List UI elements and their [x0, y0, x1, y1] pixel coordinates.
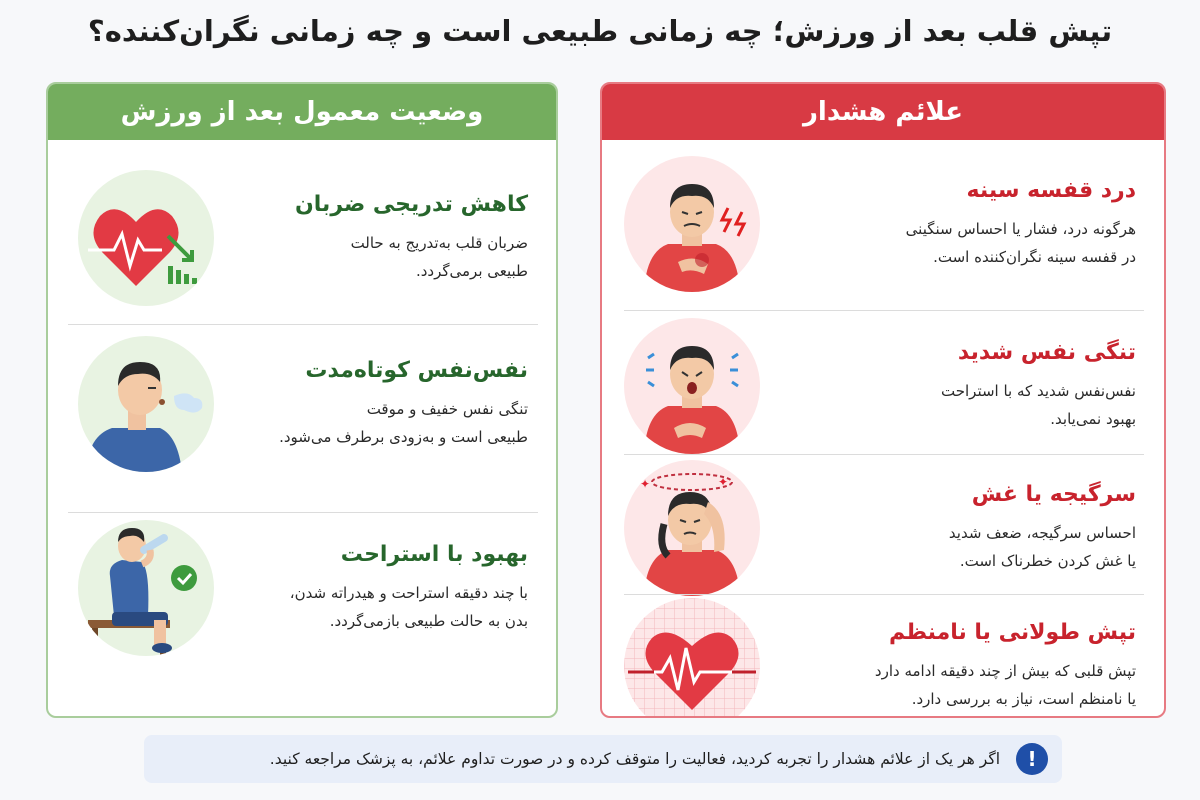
svg-text:✦: ✦	[717, 475, 728, 489]
resting-drinking-person-icon	[78, 520, 214, 656]
warning-item-irregular	[624, 598, 1144, 718]
normal-item-desc: تنگی نفس خفیف و موقت	[366, 399, 528, 418]
irregular-heartbeat-icon	[624, 598, 760, 718]
normal-item-title: نفس‌نفس کوتاه‌مدت	[305, 357, 528, 383]
notice-text: اگر هر یک از علائم هشدار را تجربه کردید، فعالیت را متوقف کرده و در صورت تداوم علائم، به پزشک مراجعه کنید.	[269, 750, 1000, 768]
exclamation-icon: !	[1016, 743, 1048, 775]
warning-item-title: درد قفسه سینه	[966, 177, 1136, 203]
warning-item-title: تنگی نفس شدید	[957, 339, 1136, 365]
breathing-person-icon	[78, 336, 214, 472]
heart-rate-decrease-icon	[78, 170, 214, 306]
warning-panel-header: علائم هشدار	[602, 84, 1164, 140]
warning-item-desc: بهبود نمی‌یابد.	[1050, 409, 1136, 428]
normal-item-desc: طبیعی است و به‌زودی برطرف می‌شود.	[279, 427, 528, 446]
warning-panel	[600, 82, 1166, 718]
warning-item-chest-pain	[624, 156, 1144, 292]
normal-panel-header: وضعیت معمول بعد از ورزش	[48, 84, 556, 140]
dizzy-person-icon	[624, 460, 760, 596]
warning-item-desc: یا نامنظم است، نیاز به بررسی دارد.	[911, 689, 1136, 708]
warning-item-desc: در قفسه سینه نگران‌کننده است.	[933, 247, 1136, 266]
warning-item-desc: هرگونه درد، فشار یا احساس سنگینی	[905, 219, 1136, 238]
normal-item-heart-rate	[78, 170, 528, 306]
normal-item-resting	[78, 520, 528, 656]
svg-text:✦: ✦	[639, 477, 650, 491]
warning-item-desc: نفس‌نفس شدید که با استراحت	[941, 381, 1136, 400]
normal-item-desc: طبیعی برمی‌گردد.	[415, 261, 528, 280]
warning-item-desc: تپش قلبی که بیش از چند دقیقه ادامه دارد	[874, 661, 1136, 680]
warning-item-breathless	[624, 318, 1144, 454]
warning-item-title: سرگیجه یا غش	[971, 481, 1136, 507]
page-title: تپش قلب بعد از ورزش؛ چه زمانی طبیعی است و چه زمانی نگران‌کننده؟	[87, 14, 1113, 48]
normal-item-desc: بدن به حالت طبیعی بازمی‌گردد.	[329, 611, 528, 630]
normal-panel	[46, 82, 558, 718]
normal-item-desc: ضربان قلب به‌تدریج به حالت	[350, 233, 528, 252]
breathless-person-icon	[624, 318, 760, 454]
normal-item-title: بهبود با استراحت	[340, 541, 528, 567]
warning-item-desc: احساس سرگیجه، ضعف شدید	[948, 523, 1136, 542]
normal-item-title: کاهش تدریجی ضربان	[295, 191, 528, 217]
normal-item-desc: با چند دقیقه استراحت و هیدراته شدن،	[289, 583, 528, 602]
notice-bar	[144, 735, 1062, 783]
warning-item-title: تپش طولانی یا نامنظم	[888, 619, 1136, 645]
warning-item-desc: یا غش کردن خطرناک است.	[959, 551, 1136, 570]
warning-item-dizzy	[624, 460, 1144, 596]
normal-item-breathing	[78, 336, 528, 472]
chest-pain-person-icon	[624, 156, 760, 292]
